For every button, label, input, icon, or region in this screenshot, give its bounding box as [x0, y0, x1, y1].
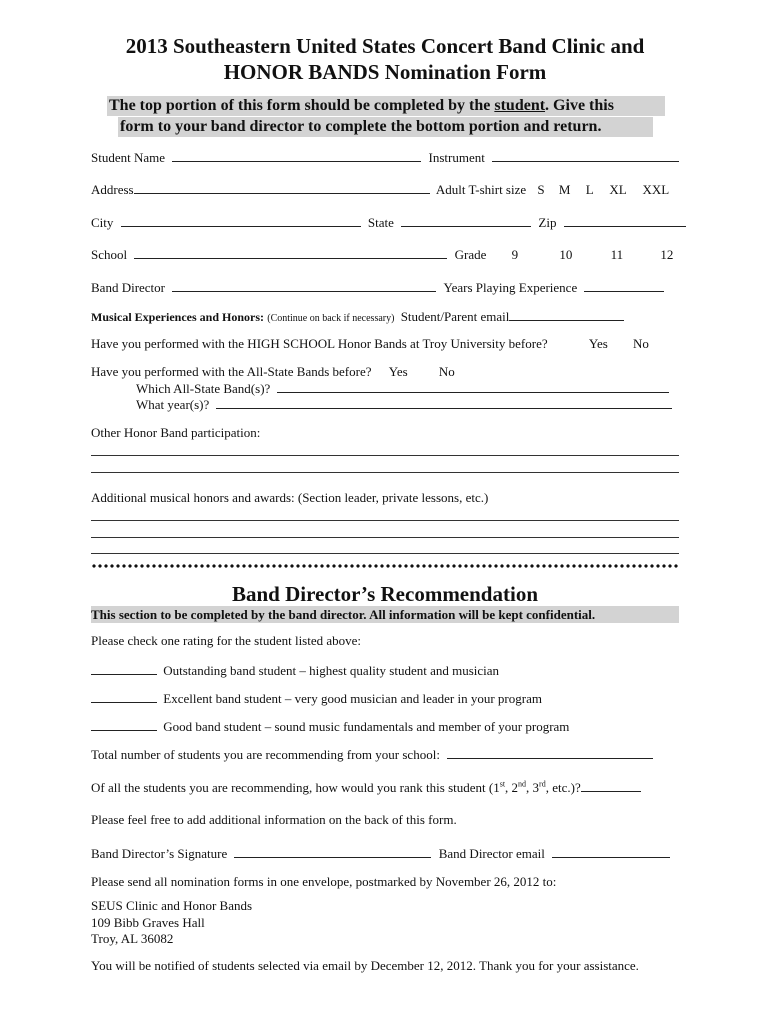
- instruction-student-word: student: [494, 97, 546, 114]
- grade-option-9[interactable]: 9: [511, 247, 519, 262]
- tshirt-size-s[interactable]: S: [537, 182, 545, 197]
- total-students-row: [91, 746, 653, 763]
- address-label: Address: [91, 182, 134, 197]
- student-name-label: Student Name: [91, 150, 166, 165]
- send-instructions: Please send all nomination forms in one envelope, postmarked by November 26, 2012 to:: [91, 874, 557, 889]
- student-email-field[interactable]: [509, 308, 624, 321]
- director-signature-field[interactable]: [234, 845, 431, 858]
- rank-field[interactable]: [581, 779, 641, 792]
- instrument-field[interactable]: [492, 149, 679, 162]
- mailing-address-line3: Troy, AL 36082: [91, 931, 174, 946]
- school-row: [91, 246, 673, 263]
- what-years-row: [136, 396, 672, 413]
- state-field[interactable]: [401, 214, 531, 227]
- student-instruction-line1: [107, 96, 665, 116]
- rank-question-text: Of all the students you are recommending, how would you rank this student (1: [91, 780, 500, 795]
- student-email-label: Student/Parent email: [400, 309, 510, 324]
- instruction-text: The top portion of this form should be completed by the: [109, 97, 495, 114]
- other-honor-band-label: Other Honor Band participation:: [91, 425, 261, 440]
- address-row: [91, 181, 669, 198]
- grade-option-10[interactable]: 10: [559, 247, 573, 262]
- highschool-honor-band-question: Have you performed with the HIGH SCHOOL Honor Bands at Troy University before?: [91, 336, 548, 351]
- student-name-row: [91, 149, 679, 166]
- signature-row: [91, 845, 670, 862]
- rank-superscript: st: [499, 779, 506, 789]
- zip-field[interactable]: [564, 214, 686, 227]
- continue-on-back-note: (Continue on back if necessary): [267, 313, 395, 324]
- highschool-yes-option[interactable]: Yes: [588, 336, 608, 351]
- allstate-question: Have you performed with the All-State Bands before?: [91, 364, 372, 379]
- mailing-address-line2: 109 Bibb Graves Hall: [91, 915, 205, 930]
- grade-option-12[interactable]: 12: [660, 247, 674, 262]
- form-title-line2: HONOR BANDS Nomination Form: [223, 60, 547, 84]
- tshirt-size-m[interactable]: M: [558, 182, 571, 197]
- grade-label: Grade: [454, 247, 487, 262]
- musical-experience-row: [91, 308, 624, 327]
- section-divider: [91, 564, 679, 568]
- rank-question-text: , 3: [526, 780, 540, 795]
- city-label: City: [91, 215, 114, 230]
- years-experience-field[interactable]: [584, 279, 664, 292]
- rating-excellent-blank[interactable]: [91, 690, 157, 703]
- other-honor-line-1[interactable]: [91, 455, 679, 456]
- rating-outstanding-label: Outstanding band student – highest quality student and musician: [163, 663, 500, 678]
- which-allstate-label: Which All-State Band(s)?: [136, 381, 271, 396]
- tshirt-label: Adult T-shirt size: [435, 182, 527, 197]
- rating-good-label: Good band student – sound music fundamentals and member of your program: [163, 719, 570, 734]
- rating-outstanding-blank[interactable]: [91, 662, 157, 675]
- years-experience-label: Years Playing Experience: [443, 280, 578, 295]
- rating-good-blank[interactable]: [91, 718, 157, 731]
- additional-honors-line-2[interactable]: [91, 537, 679, 538]
- other-honor-line-2[interactable]: [91, 472, 679, 473]
- city-row: [91, 214, 686, 231]
- tshirt-size-l[interactable]: L: [585, 182, 594, 197]
- rank-question-text: , 2: [505, 780, 519, 795]
- director-recommendation-heading: Band Director’s Recommendation: [231, 582, 538, 606]
- student-name-field[interactable]: [172, 149, 421, 162]
- additional-honors-line-3[interactable]: [91, 553, 679, 554]
- check-rating-label: Please check one rating for the student listed above:: [91, 633, 362, 648]
- total-students-label: Total number of students you are recommending from your school:: [91, 747, 440, 762]
- total-students-field[interactable]: [447, 746, 653, 759]
- director-signature-label: Band Director’s Signature: [91, 846, 228, 861]
- additional-honors-label: Additional musical honors and awards: (Section leader, private lessons, etc.): [91, 490, 489, 505]
- rating-row-excellent: [91, 690, 542, 707]
- band-director-label: Band Director: [91, 280, 166, 295]
- school-label: School: [91, 247, 128, 262]
- rating-row-good: [91, 718, 569, 735]
- which-allstate-field[interactable]: [277, 380, 669, 393]
- rank-student-row: [91, 779, 641, 796]
- mailing-address-line1: SEUS Clinic and Honor Bands: [91, 898, 253, 913]
- band-director-field[interactable]: [172, 279, 436, 292]
- what-years-field[interactable]: [216, 396, 672, 409]
- instrument-label: Instrument: [428, 150, 485, 165]
- rating-row-outstanding: [91, 662, 499, 679]
- rank-superscript: nd: [518, 779, 527, 789]
- tshirt-size-xxl[interactable]: XXL: [642, 182, 670, 197]
- additional-info-note: Please feel free to add additional information on the back of this form.: [91, 812, 457, 827]
- tshirt-size-xl[interactable]: XL: [609, 182, 627, 197]
- highschool-question-row: [91, 336, 649, 352]
- state-label: State: [367, 215, 394, 230]
- rank-superscript: rd: [539, 779, 546, 789]
- director-email-field[interactable]: [552, 845, 670, 858]
- highschool-no-option[interactable]: No: [633, 336, 649, 351]
- band-director-row: [91, 279, 664, 296]
- notification-note: You will be notified of students selected via email by December 12, 2012. Thank you for your assistance.: [91, 958, 639, 973]
- rating-excellent-label: Excellent band student – very good musician and leader in your program: [163, 691, 542, 706]
- instruction-text: . Give this: [545, 97, 614, 114]
- musical-experience-label: Musical Experiences and Honors:: [91, 310, 264, 324]
- rank-question-text: , etc.)?: [545, 780, 581, 795]
- zip-label: Zip: [538, 215, 557, 230]
- allstate-no-option: No: [438, 364, 455, 379]
- director-email-label: Band Director email: [438, 846, 545, 861]
- confidential-note: This section to be completed by the band director. All information will be kept confidential.: [91, 606, 679, 623]
- city-field[interactable]: [121, 214, 361, 227]
- grade-option-11[interactable]: 11: [610, 247, 624, 262]
- what-years-label: What year(s)?: [136, 397, 210, 412]
- additional-honors-line-1[interactable]: [91, 520, 679, 521]
- allstate-yes-option[interactable]: Yes: [388, 364, 408, 379]
- form-title-line1: 2013 Southeastern United States Concert Band Clinic and: [125, 34, 645, 58]
- student-instruction-line2: form to your band director to complete the bottom portion and return.: [118, 117, 653, 137]
- school-field[interactable]: [134, 246, 447, 259]
- address-field[interactable]: [134, 181, 430, 194]
- which-allstate-row: [136, 380, 669, 397]
- allstate-question-row: [91, 364, 455, 380]
